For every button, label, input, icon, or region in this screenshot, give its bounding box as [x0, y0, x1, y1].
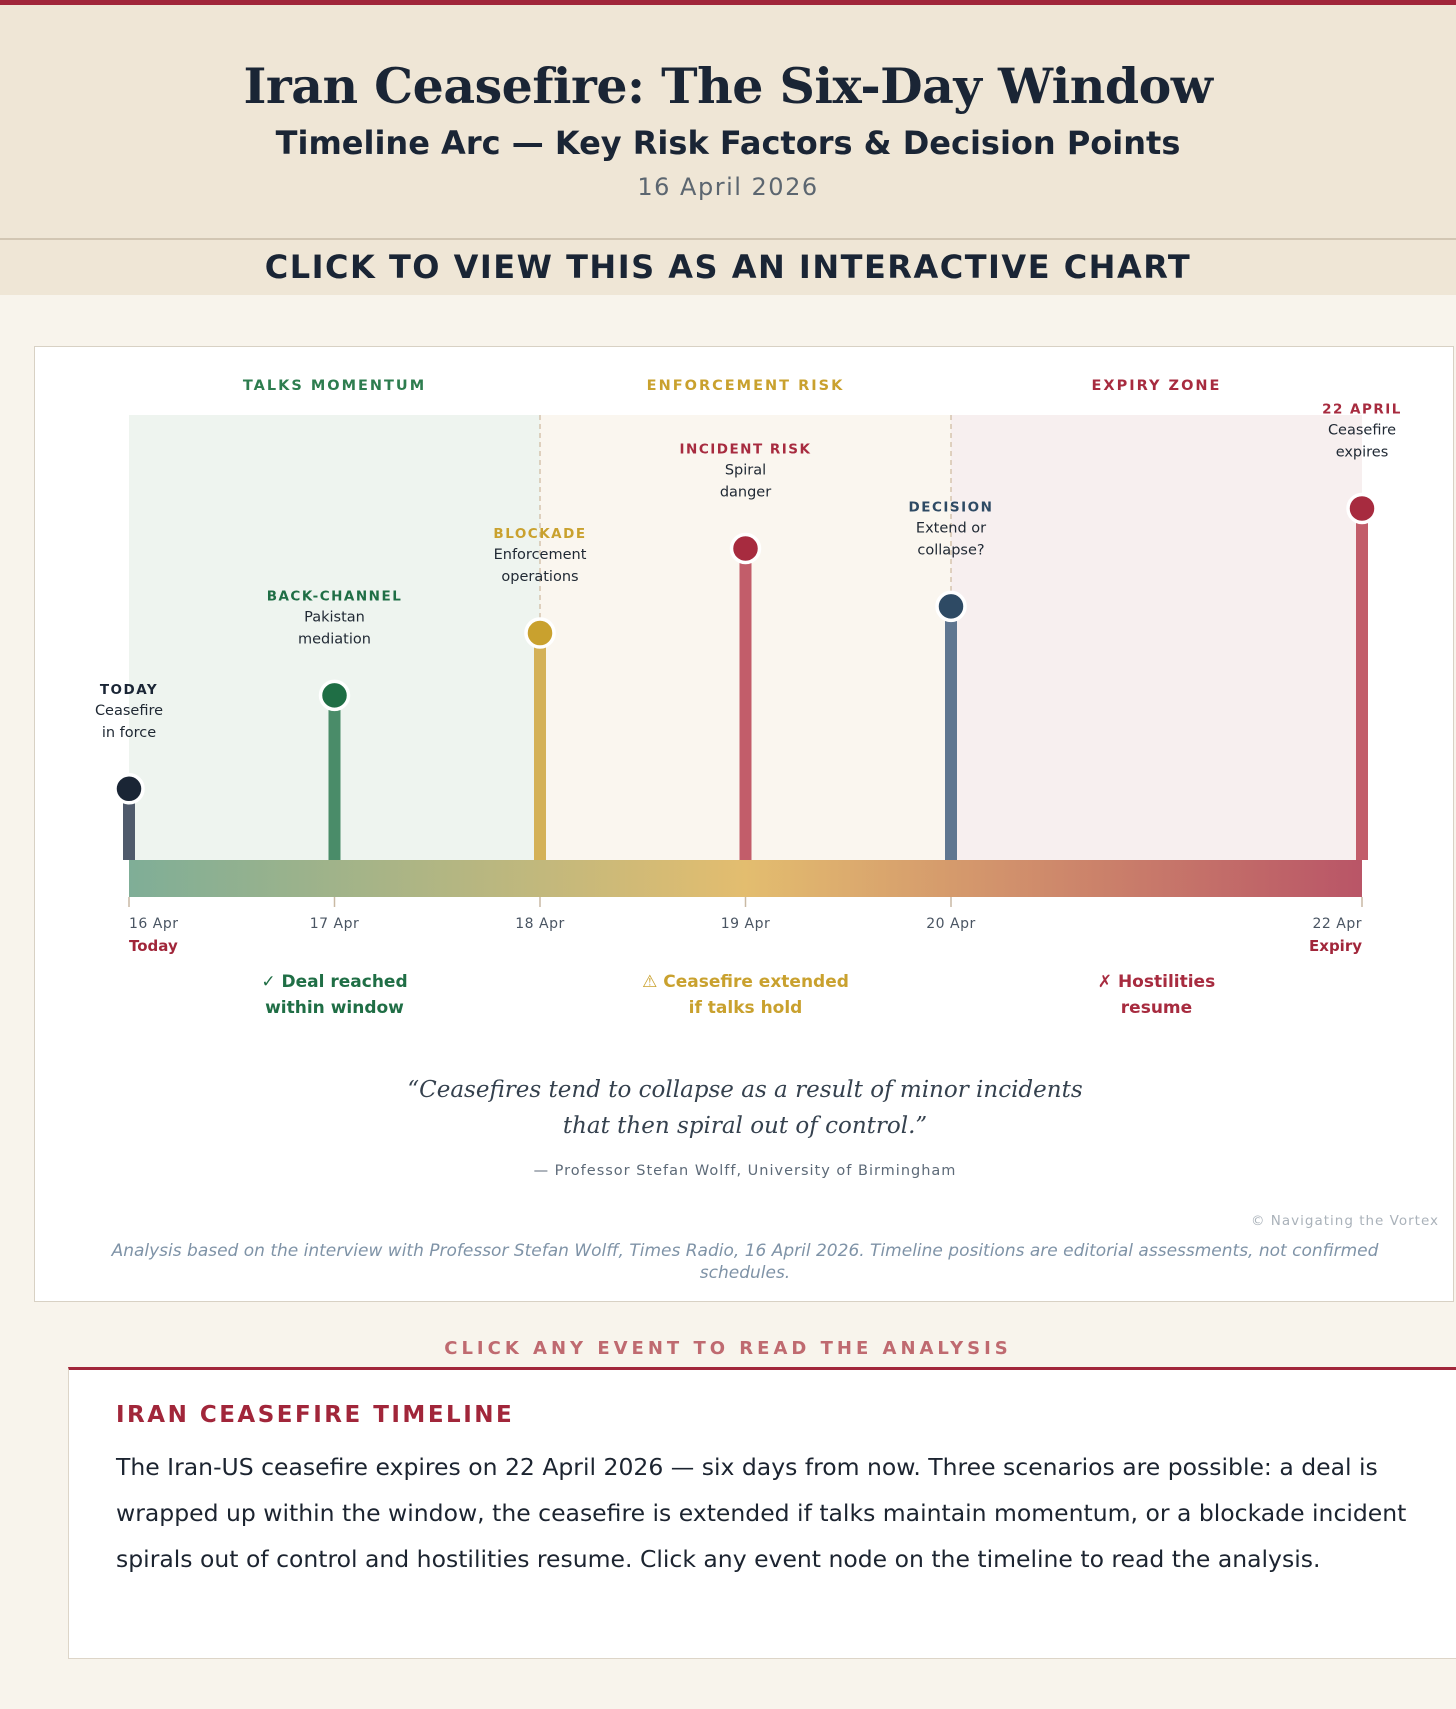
event-node[interactable]	[1348, 494, 1376, 522]
axis-tick-label: 16 Apr	[129, 916, 179, 932]
event-description: expires	[1335, 444, 1389, 461]
event-description: Ceasefire	[1327, 422, 1397, 439]
event-tag: TODAY	[99, 681, 159, 698]
event-description: Enforcement	[493, 547, 587, 564]
header	[0, 5, 1456, 240]
outcome-label: within window	[265, 998, 404, 1018]
page-title: Iran Ceasefire: The Six-Day Window	[243, 57, 1213, 115]
event-description: Extend or	[915, 520, 987, 537]
axis-tick-label: 19 Apr	[720, 916, 771, 932]
page-subtitle: Timeline Arc — Key Risk Factors & Decision Points	[275, 124, 1181, 162]
event-stem	[740, 549, 752, 861]
event-node[interactable]	[115, 775, 143, 803]
analysis-panel-body: The Iran-US ceasefire expires on 22 April 2026 — six days from now. Three scenarios are possible: a deal is wrapped up within the window, the ceasefire is extended if talks maintain momentum, or a blockade incident spirals out of control and hostilities resume. Click any event node on the timeline to read the analysis.	[116, 1453, 1407, 1573]
chart-card	[34, 346, 1454, 1302]
analysis-panel-title: IRAN CEASEFIRE TIMELINE	[116, 1402, 515, 1428]
event-description: in force	[101, 724, 157, 741]
quote	[35, 1072, 1454, 1144]
zone-label: ENFORCEMENT RISK	[646, 378, 845, 394]
event-description: Pakistan	[304, 609, 365, 626]
event-description: danger	[719, 484, 772, 501]
event-node[interactable]	[937, 592, 965, 620]
event-tag: 22 APRIL	[1322, 401, 1402, 418]
event-description: Ceasefire	[94, 702, 164, 719]
event-node[interactable]	[321, 681, 349, 709]
source-note: Analysis based on the interview with Professor Stefan Wolff, Times Radio, 16 April 2026. Timeline positions are editorial assessments, not confirmed schedules.	[111, 1241, 1379, 1283]
cta-band	[0, 240, 1456, 295]
event-tag: DECISION	[908, 499, 994, 516]
event-description: Spiral	[724, 462, 767, 479]
zone-label: TALKS MOMENTUM	[242, 378, 427, 394]
axis-tick-sublabel: Expiry	[1309, 937, 1362, 955]
axis-tick-label: 18 Apr	[515, 916, 565, 932]
outcome-label: ⚠ Ceasefire extended	[642, 972, 849, 992]
event-stem	[1356, 508, 1368, 860]
copyright: © Navigating the Vortex	[1251, 1213, 1439, 1229]
event-node[interactable]	[732, 535, 760, 563]
page-date: 16 April 2026	[637, 173, 819, 201]
quote-line-1: “Ceasefires tend to collapse as a result of minor incidents	[407, 1077, 1083, 1103]
event-node[interactable]	[526, 619, 554, 647]
analysis-panel	[68, 1367, 1456, 1659]
axis-tick-label: 17 Apr	[309, 916, 360, 932]
axis-tick-label: 22 Apr	[1312, 916, 1362, 932]
event-description: mediation	[298, 631, 371, 648]
event-stem	[945, 606, 957, 860]
axis-tick-label: 20 Apr	[926, 916, 976, 932]
outcome-label: ✗ Hostilities	[1097, 972, 1216, 992]
outcome-label: ✓ Deal reached	[261, 972, 408, 992]
zone-background-2	[951, 415, 1362, 860]
timeline-axis-bar	[129, 860, 1362, 897]
axis-tick-sublabel: Today	[129, 937, 178, 955]
quote-line-2: that then spiral out of control.”	[562, 1113, 928, 1139]
event-stem	[534, 633, 546, 860]
interactive-chart-link[interactable]: CLICK TO VIEW THIS AS AN INTERACTIVE CHART	[264, 248, 1192, 286]
event-description: operations	[501, 569, 579, 586]
click-event-hint: CLICK ANY EVENT TO READ THE ANALYSIS	[444, 1338, 1012, 1359]
event-tag: BACK-CHANNEL	[266, 588, 403, 605]
quote-attribution: — Professor Stefan Wolff, University of Birmingham	[533, 1163, 957, 1179]
outcome-label: if talks hold	[688, 998, 803, 1018]
event-description: collapse?	[917, 542, 985, 559]
timeline-chart	[35, 347, 1454, 1067]
zone-label: EXPIRY ZONE	[1091, 378, 1222, 394]
event-tag: INCIDENT RISK	[679, 441, 812, 458]
event-tag: BLOCKADE	[493, 526, 587, 543]
outcome-label: resume	[1120, 998, 1193, 1018]
event-stem	[329, 695, 341, 860]
